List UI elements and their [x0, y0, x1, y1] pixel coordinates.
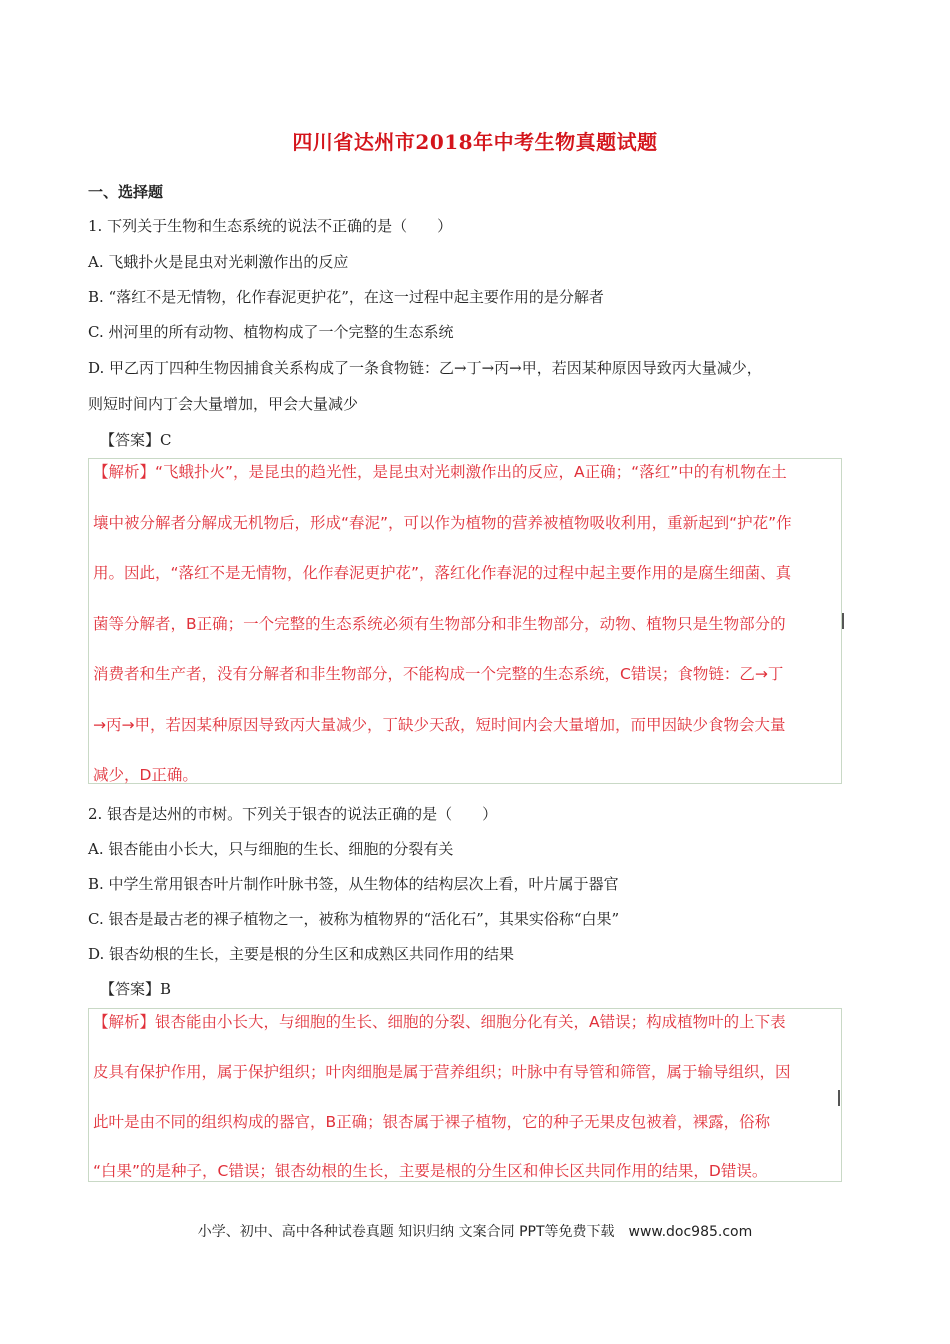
explanation-line: 此叶是由不同的组织构成的器官，B正确；银杏属于裸子植物，它的种子无果皮包被着，裸露，俗称 — [93, 1113, 771, 1131]
question-2-option-a: A. 银杏能由小长大，只与细胞的生长、细胞的分裂有关 — [88, 840, 454, 858]
question-1-option-a: A. 飞蛾扑火是昆虫对光刺激作出的反应 — [88, 253, 349, 271]
explanation-line: 消费者和生产者，没有分解者和非生物部分，不能构成一个完整的生态系统，C错误；食物链：乙→丁 — [93, 665, 784, 683]
explanation-line: 减少，D正确。 — [93, 766, 198, 784]
question-2-option-d: D. 银杏幼根的生长，主要是根的分生区和成熟区共同作用的结果 — [88, 945, 515, 963]
explanation-line: 皮具有保护作用，属于保护组织；叶肉细胞是属于营养组织；叶脉中有导管和筛管，属于输导组织，因 — [93, 1063, 791, 1081]
text-cursor-mark — [838, 1090, 840, 1106]
question-2-option-b: B. 中学生常用银杏叶片制作叶脉书签，从生物体的结构层次上看，叶片属于器官 — [88, 875, 619, 893]
question-1-answer: 【答案】C — [100, 431, 172, 449]
page-footer: 小学、初中、高中各种试卷真题 知识归纳 文案合同 PPT等免费下载 www.doc985.com — [197, 1224, 753, 1240]
text-cursor-mark — [842, 613, 844, 629]
explanation-line: 用。因此，“落红不是无情物，化作春泥更护花”，落红化作春泥的过程中起主要作用的是腐生细菌、真 — [93, 564, 792, 582]
question-2-explanation — [88, 1008, 842, 1182]
question-2-answer: 【答案】B — [100, 980, 172, 998]
question-1-option-b: B. “落红不是无情物，化作春泥更护花”，在这一过程中起主要作用的是分解者 — [88, 288, 604, 306]
question-1-option-c: C. 州河里的所有动物、植物构成了一个完整的生态系统 — [88, 323, 454, 341]
explanation-line: 壤中被分解者分解成无机物后，形成“春泥”，可以作为植物的营养被植物吸收利用，重新起到“护花”作 — [93, 514, 792, 532]
explanation-line: →丙→甲，若因某种原因导致丙大量减少，丁缺少天敌，短时间内会大量增加，而甲因缺少食物会大量 — [93, 716, 786, 734]
question-1-stem: 1. 下列关于生物和生态系统的说法不正确的是（ ） — [88, 217, 453, 235]
question-1-explanation — [88, 458, 842, 784]
question-1-option-d-cont: 则短时间内丁会大量增加，甲会大量减少 — [88, 395, 359, 413]
explanation-line: 【解析】“飞蛾扑火”，是昆虫的趋光性，是昆虫对光刺激作出的反应，A正确；“落红”中的有机物在土 — [93, 463, 787, 481]
page-title: 四川省达州市2018年中考生物真题试题 — [292, 130, 658, 154]
explanation-line: 【解析】银杏能由小长大，与细胞的生长、细胞的分裂、细胞分化有关，A错误；构成植物叶的上下表 — [93, 1013, 786, 1031]
question-2-option-c: C. 银杏是最古老的裸子植物之一，被称为植物界的“活化石”，其果实俗称“白果” — [88, 910, 620, 928]
explanation-line: “白果”的是种子，C错误；银杏幼根的生长，主要是根的分生区和伸长区共同作用的结果，D错误。 — [93, 1162, 768, 1180]
section-heading: 一、选择题 — [88, 183, 164, 201]
explanation-line: 菌等分解者，B正确；一个完整的生态系统必须有生物部分和非生物部分，动物、植物只是生物部分的 — [93, 615, 786, 633]
question-1-option-d: D. 甲乙丙丁四种生物因捕食关系构成了一条食物链：乙→丁→丙→甲，若因某种原因导致丙大量减少， — [88, 359, 762, 377]
question-2-stem: 2. 银杏是达州的市树。下列关于银杏的说法正确的是（ ） — [88, 805, 498, 823]
